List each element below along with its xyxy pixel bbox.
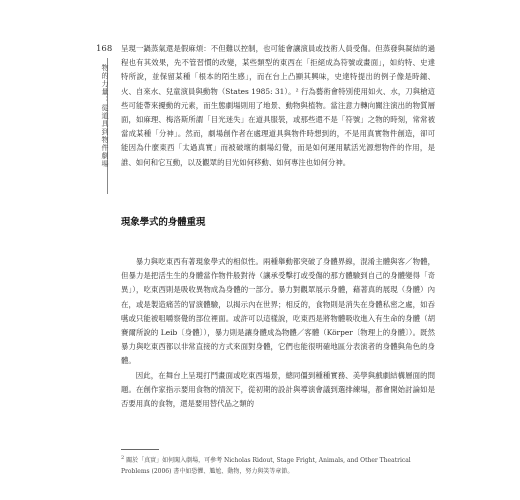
body-paragraph-1 bbox=[121, 42, 435, 170]
body-section bbox=[121, 255, 435, 411]
footnote-rule bbox=[121, 449, 159, 450]
paragraph-text: 呈現一鍋蒸氣還是假麻煩：不但難以控制，也可能會讓演員或技術人員受傷。但蒸發與凝結的過程也有其效果，先不管習慣的改變，某些類型的東西在「拒絕成為符號或畫面」，如約特、史達特所說，並保留某種「根本的陌生感」，而在台上凸顯其興味，史達特提出的例子像是時鐘、火、自來水、兒童演員與動物（States 1985: 31）。² 行為藝術會特別使用如火、水，刀與槍這些可能帶來擾動的元素，而生態劇場則用了地景、動物與植物。當注意力轉向關注演出的物質層面，如麻理、梅洛斯所謂「目光迷失」在道具服裝，或那些還不是「符號」之物的時刻，常常被當成某種「分神」。然而，劇場創作者在處理道具與物件時想到的，不是用真實物件創造，卻可能因為什麼東西「太過真實」而被破壞的劇場幻覺，而是如何運用賦活光源想物件的作用，是誰、如何和它互動，以及觀眾的目光如何移動、如何專注也如何分神。 bbox=[121, 44, 435, 167]
paragraph-text: 暴力與吃東西有著現象學式的相似性。兩種舉動都突破了身體界線，混淆主體與客／物體，但暴力是把活生生的身體當作物件般對待（讓承受擊打或受傷的那方體驗到自己的身體變得「奇異」），吃東西則是吸收異物成為身體的一部分。暴力對觀眾展示身體，藉著真的展現（身體）內在，或是製造痛苦的冒演體驗，以揭示內在世界；相反的，食物則是消失在身體私密之處，如吞嚥或只能被咀嚼察覺的部位裡面。或許可以這樣說，吃東西是將物體吸收進入有生命的身體（胡賽爾所說的 Leib〔身體〕），暴力則是讓身體成為物體／客體（Körper〔物理上的身體〕）。既然暴力與吃東西都以非常直接的方式來面對身體，它們也能很明確地區分表演者的身體與角色的身體。 bbox=[121, 257, 435, 366]
footnote bbox=[121, 455, 435, 477]
running-head: 物的力量：從道具到物件劇場 bbox=[101, 64, 109, 168]
section-heading: 現象學式的身體重現 bbox=[121, 217, 206, 228]
footnote-text: 關於「真實」如何闖入劇場，可參考 Nicholas Ridout, Stage Fright, Animals, and Other Theatrical Problems (2006) 書中如恐懼、尷尬、動物，努力與笑等章節。 bbox=[121, 457, 411, 475]
footnote-number: 2 bbox=[121, 455, 125, 461]
page-number: 168 bbox=[96, 44, 113, 54]
paragraph-text: 因此，在舞台上呈現打鬥畫面或吃東西場景，總同僵到種種實務、美學與戲劇結構層面的問題。在創作家指示要用食物的情況下，從初期的設計與導演會議到選排練場，都會開始討論如是否要用真的食物，還是要用替代品之類的 bbox=[121, 370, 435, 409]
